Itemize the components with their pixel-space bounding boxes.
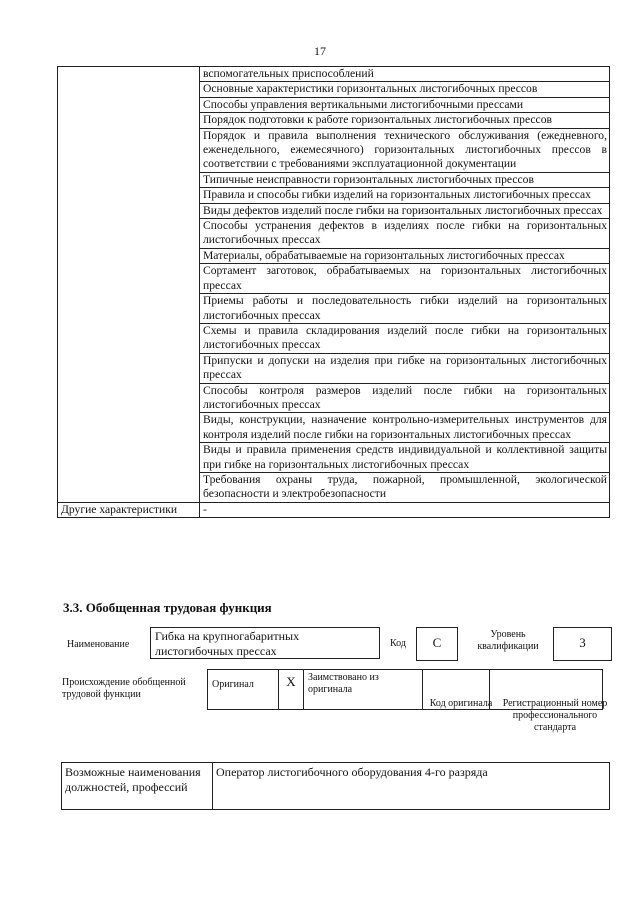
knowledge-item: Порядок подготовки к работе горизонтальных листогибочных прессов	[200, 113, 610, 128]
knowledge-item: вспомогательных приспособлений	[200, 67, 610, 82]
level-label: Уровень квалификации	[477, 629, 539, 652]
reg-number-caption: Регистрационный номер профессионального стандарта	[502, 698, 608, 733]
section-title: 3.3. Обобщенная трудовая функция	[63, 600, 272, 615]
other-characteristics-label: Другие характеристики	[58, 502, 200, 517]
knowledge-label-cell	[58, 67, 200, 503]
knowledge-item: Способы устранения дефектов в изделиях после гибки на горизонтальных листогибочных прессах	[200, 219, 610, 249]
knowledge-item: Сортамент заготовок, обрабатываемых на горизонтальных листогибочных прессах	[200, 264, 610, 294]
knowledge-item: Основные характеристики горизонтальных листогибочных прессов	[200, 82, 610, 97]
knowledge-item: Припуски и допуски на изделия при гибке на горизонтальных листогибочных прессах	[200, 353, 610, 383]
name-value: Гибка на крупногабаритных листогибочных прессах	[150, 627, 380, 659]
origin-label: Происхождение обобщенной трудовой функции	[62, 677, 186, 700]
code-label: Код	[390, 638, 406, 649]
positions-table	[61, 762, 610, 810]
knowledge-item: Приемы работы и последовательность гибки изделий на горизонтальных листогибочных прессах	[200, 294, 610, 324]
knowledge-item: Схемы и правила складирования изделий после гибки на горизонтальных листогибочных прессах	[200, 323, 610, 353]
knowledge-item: Порядок и правила выполнения технического обслуживания (ежедневного, еженедельного, ежемесячного) горизонтальных листогибочных прессов в соответствии с требованиями эксплуатационной документации	[200, 128, 610, 172]
positions-value: Оператор листогибочного оборудования 4-го разряда	[213, 763, 610, 810]
original-mark: X	[279, 670, 304, 710]
knowledge-item: Способы управления вертикальными листогибочными прессами	[200, 97, 610, 112]
knowledge-item: Виды и правила применения средств индивидуальной и коллективной защиты при гибке на горизонтальных листогибочных прессах	[200, 443, 610, 473]
original-label: Оригинал	[208, 670, 279, 710]
positions-label: Возможные наименования должностей, профессий	[62, 763, 213, 810]
knowledge-item: Способы контроля размеров изделий после гибки на горизонтальных листогибочных прессах	[200, 383, 610, 413]
code-value: C	[416, 627, 458, 661]
knowledge-item: Правила и способы гибки изделий на горизонтальных листогибочных прессах	[200, 188, 610, 203]
level-value: 3	[553, 627, 612, 661]
knowledge-item: Виды, конструкции, назначение контрольно-измерительных инструментов для контроля изделий после гибки на горизонтальных листогибочных прессах	[200, 413, 610, 443]
knowledge-item: Типичные неисправности горизонтальных листогибочных прессов	[200, 172, 610, 187]
other-characteristics-value: -	[200, 502, 610, 517]
knowledge-row	[58, 67, 610, 82]
knowledge-item: Требования охраны труда, пожарной, промышленной, экологической безопасности и электробезопасности	[200, 472, 610, 502]
other-characteristics-row	[58, 502, 610, 517]
knowledge-item: Материалы, обрабатываемые на горизонтальных листогибочных прессах	[200, 248, 610, 263]
code-original-caption: Код оригинала	[429, 698, 493, 709]
borrowed-label: Заимствовано из оригинала	[304, 670, 423, 710]
page-number: 17	[314, 44, 326, 58]
knowledge-item: Виды дефектов изделий после гибки на горизонтальных листогибочных прессах	[200, 203, 610, 218]
name-label: Наименование	[67, 639, 130, 650]
knowledge-table	[57, 66, 610, 518]
